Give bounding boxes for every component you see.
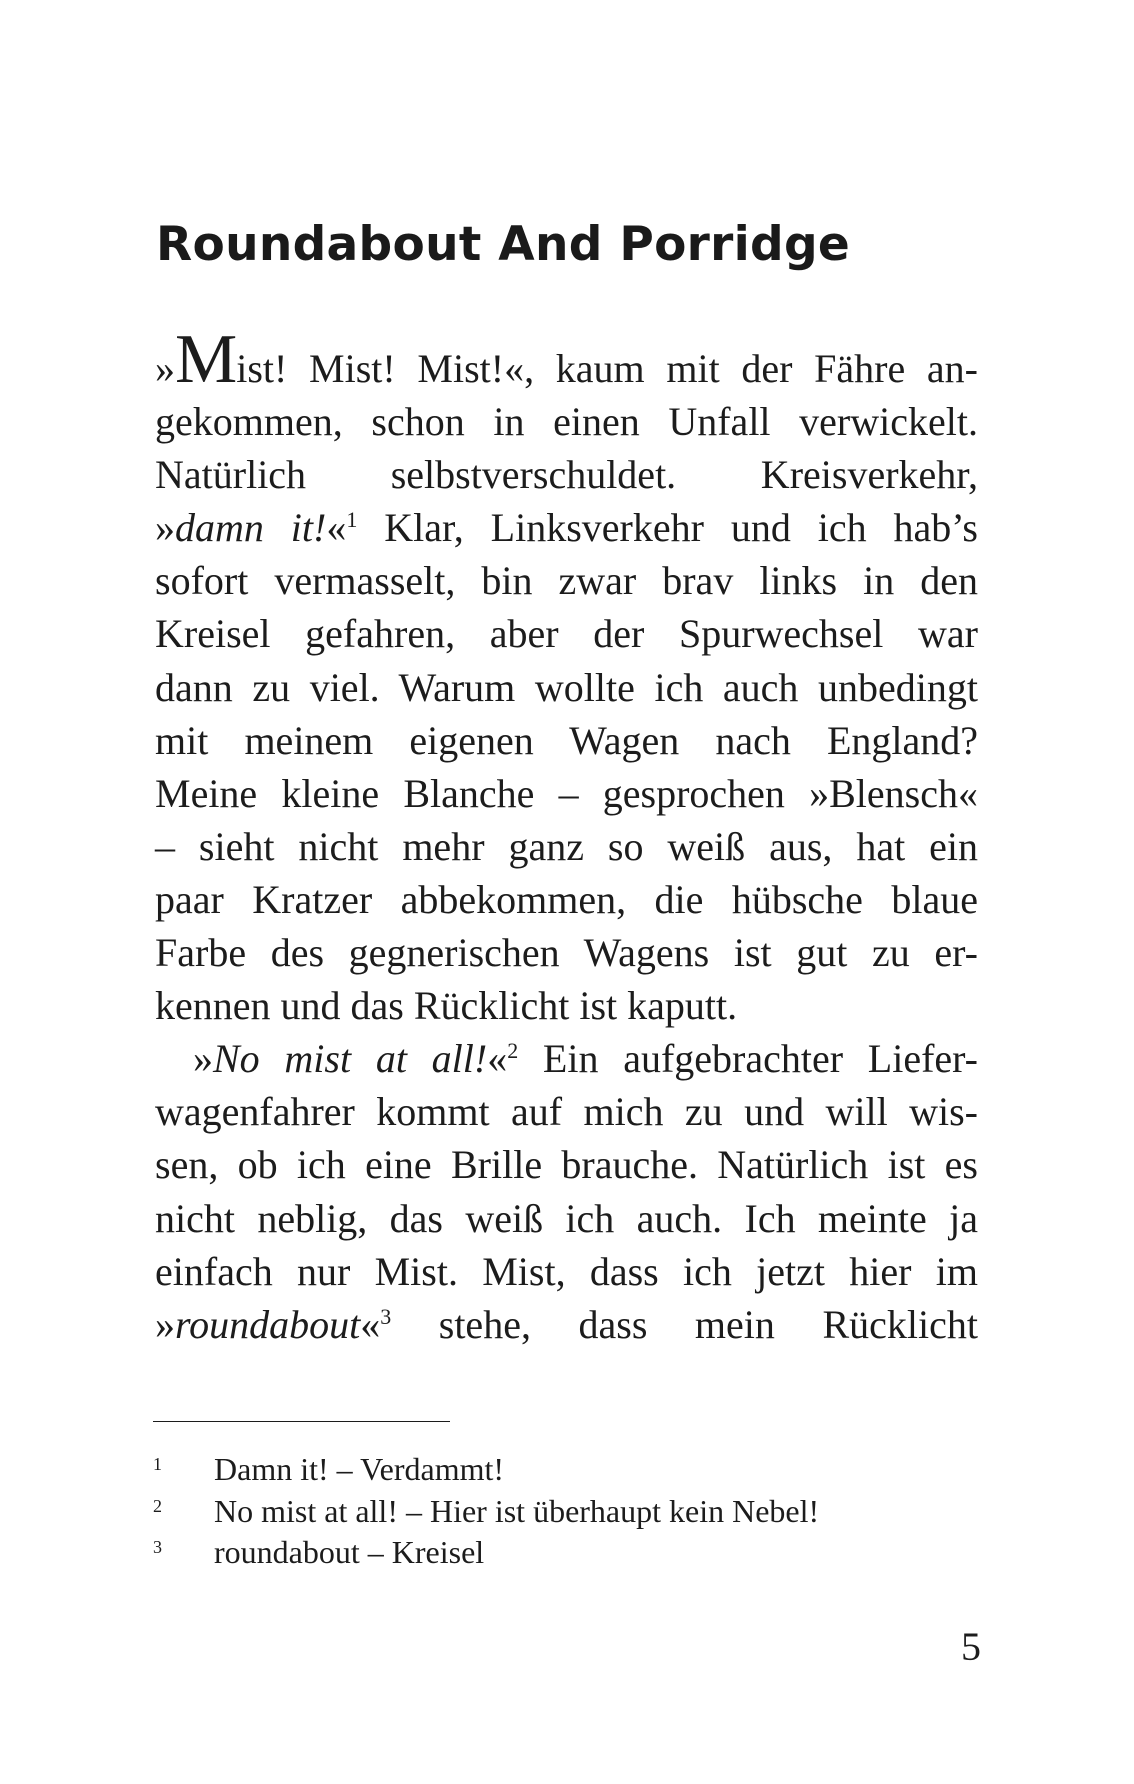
quote-mark: » <box>155 505 175 551</box>
italic-phrase: roundabout <box>175 1301 361 1347</box>
italic-phrase: damn it! <box>175 505 327 551</box>
text-line: paar Kratzer abbekommen, die hübsche blaue <box>155 876 978 922</box>
text-line <box>155 501 978 554</box>
text-line: Natürlich selbstverschuldet. Kreisverkehr, <box>155 452 978 498</box>
text-line: sofort vermasselt, bin zwar brav links in den <box>155 558 978 604</box>
footnote-ref-1[interactable]: 1 <box>346 507 358 533</box>
footnote-number: 2 <box>153 1495 162 1516</box>
body-text <box>155 321 978 1351</box>
quote-mark: » <box>155 1301 175 1347</box>
quote-mark: « <box>326 505 347 551</box>
footnote-ref-2[interactable]: 2 <box>507 1038 519 1064</box>
opening-quote: » <box>155 346 175 391</box>
footnote-3 <box>153 1532 973 1574</box>
footnote-number: 3 <box>153 1537 162 1557</box>
footnote-text: No mist at all! – Hier ist überhaupt kein Nebel! <box>214 1492 820 1529</box>
text-line <box>155 1032 978 1085</box>
footnotes <box>153 1449 973 1574</box>
quote-mark: » <box>193 1036 213 1082</box>
quote-mark: « <box>360 1301 381 1347</box>
text-line: – sieht nicht mehr ganz so weiß aus, hat ein <box>155 823 978 869</box>
initial-letter: M <box>175 321 237 398</box>
footnote-divider <box>153 1421 450 1422</box>
text-line: nicht neblig, das weiß ich auch. Ich meinte ja <box>155 1195 978 1241</box>
footnote-2 <box>153 1491 973 1533</box>
text-line: Kreisel gefahren, aber der Spurwechsel war <box>155 611 978 657</box>
line-text: Ein aufgebrachter Liefer- <box>518 1036 978 1082</box>
footnote-number: 1 <box>153 1454 162 1474</box>
footnote-text: Damn it! – Verdammt! <box>214 1451 505 1487</box>
line-text: stehe, dass mein Rücklicht <box>391 1301 978 1347</box>
text-line: Meine kleine Blanche – gesprochen »Blensch« <box>155 770 978 816</box>
text-line: einfach nur Mist. Mist, dass ich jetzt hier im <box>155 1248 978 1294</box>
footnote-text: roundabout – Kreisel <box>214 1534 485 1570</box>
chapter-title: Roundabout And Porridge <box>156 217 851 273</box>
text-line <box>155 1298 978 1351</box>
text-line: sen, ob ich eine Brille brauche. Natürlich ist es <box>155 1142 978 1188</box>
text-line: dann zu viel. Warum wollte ich auch unbedingt <box>155 664 978 710</box>
quote-mark: « <box>487 1036 508 1082</box>
page-number: 5 <box>961 1624 981 1669</box>
line-text: Klar, Linksverkehr und ich hab’s <box>357 505 978 551</box>
text-line: kennen und das Rücklicht ist kaputt. <box>155 983 738 1029</box>
footnote-1 <box>153 1449 973 1491</box>
text-line: mit meinem eigenen Wagen nach England? <box>155 717 978 763</box>
text-line <box>155 321 978 398</box>
text-line: wagenfahrer kommt auf mich zu und will wis- <box>155 1089 978 1135</box>
italic-phrase: No mist at all! <box>213 1036 488 1082</box>
line-text: ist! Mist! Mist!«, kaum mit der Fähre an- <box>236 346 978 391</box>
text-line: gekommen, schon in einen Unfall verwickelt. <box>155 399 978 445</box>
footnote-ref-3[interactable]: 3 <box>380 1303 392 1329</box>
text-line: Farbe des gegnerischen Wagens ist gut zu er- <box>155 930 978 976</box>
